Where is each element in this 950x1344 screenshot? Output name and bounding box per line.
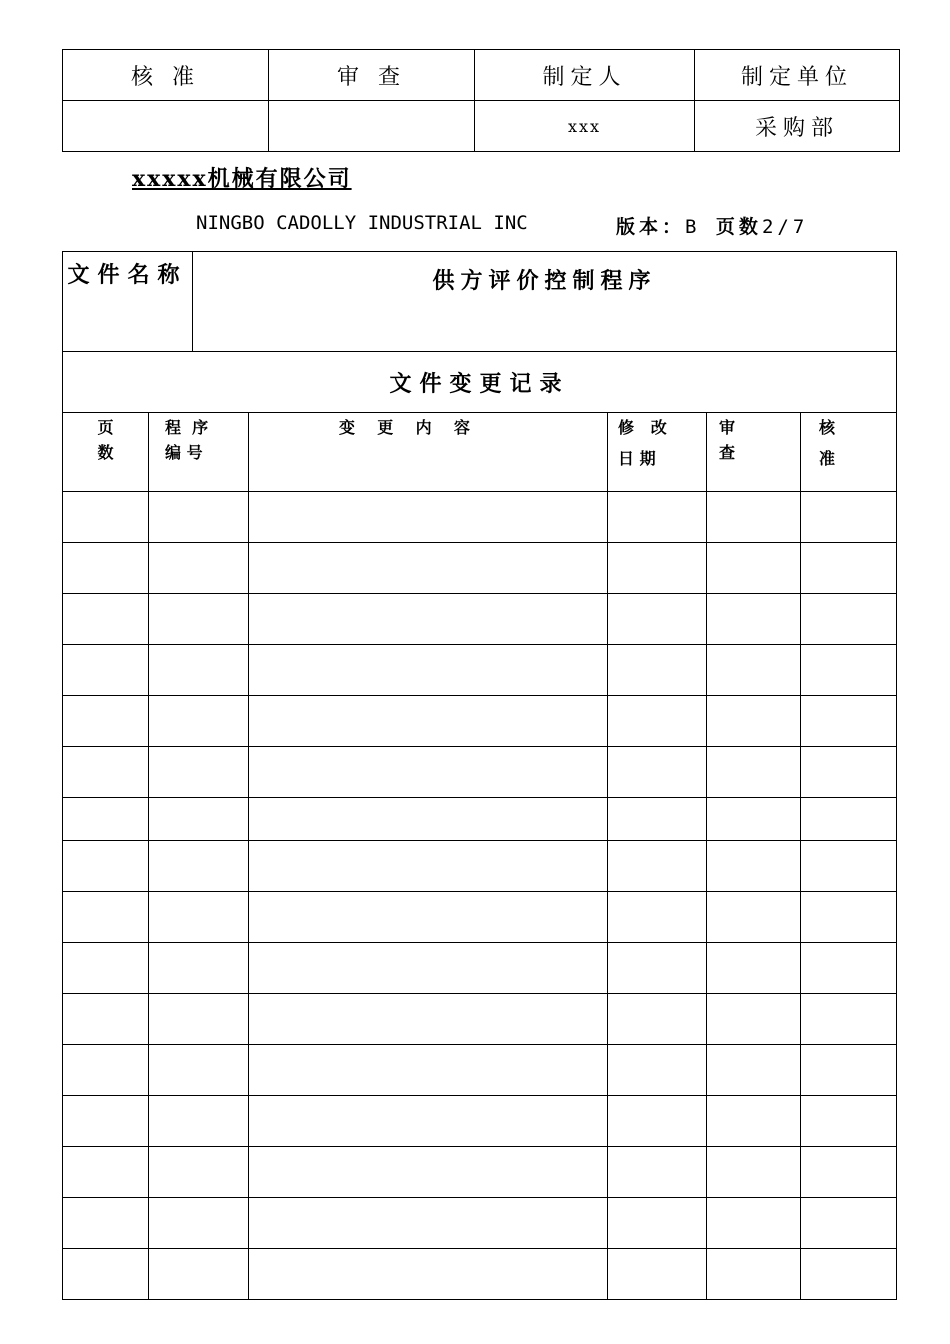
table-cell [149,994,249,1045]
col-header-page-line2: 数 [97,443,114,462]
table-cell [707,1147,801,1198]
change-record-table [62,251,897,1300]
table-cell [63,1045,149,1096]
col-header-approve-line2: 准 [819,449,836,468]
table-row [63,1249,897,1300]
table-cell [801,1045,897,1096]
version-info [616,212,808,239]
table-cell [63,594,149,645]
table-cell [608,1249,707,1300]
col-header-modify-date-line1: 修 改 [618,418,667,437]
table-cell [149,892,249,943]
table-cell [249,1147,608,1198]
document-name: 供方评价控制程序 [193,252,897,352]
table-row [63,1198,897,1249]
table-row [63,1045,897,1096]
table-cell [801,645,897,696]
table-row [63,492,897,543]
col-header-modify-date [608,413,707,492]
table-cell [801,1198,897,1249]
col-header-proc-no-line1: 程 序 [165,418,209,437]
table-cell [801,841,897,892]
table-cell [63,841,149,892]
document-name-label: 文件名称 [63,252,193,352]
table-cell [801,1096,897,1147]
table-row [63,543,897,594]
table-cell [801,943,897,994]
table-cell [149,1147,249,1198]
table-cell [608,543,707,594]
table-cell [249,841,608,892]
table-cell [608,1045,707,1096]
table-cell [149,1198,249,1249]
table-cell [707,892,801,943]
table-cell [63,1096,149,1147]
table-cell [707,543,801,594]
table-cell [707,696,801,747]
col-header-review-line2: 查 [719,443,736,462]
table-cell [707,798,801,841]
col-header-proc-no-line2: 编 号 [165,443,203,462]
col-header-review-line1: 审 [719,418,736,437]
table-cell [249,994,608,1045]
document-subheader [196,212,876,238]
table-cell [707,841,801,892]
table-cell [801,696,897,747]
table-cell [801,994,897,1045]
table-cell [63,747,149,798]
table-row [63,994,897,1045]
table-cell [249,1045,608,1096]
table-cell [149,1096,249,1147]
table-cell [149,645,249,696]
company-english-name: NINGBO CADOLLY INDUSTRIAL INC [196,212,528,234]
table-cell [707,943,801,994]
review-header: 审 查 [269,50,475,101]
table-cell [608,798,707,841]
table-row [63,841,897,892]
table-cell [707,1096,801,1147]
table-cell [707,994,801,1045]
table-cell [149,594,249,645]
table-cell [707,1198,801,1249]
table-row [63,1096,897,1147]
table-cell [63,696,149,747]
col-header-page-line1: 页 [97,418,114,437]
table-row [63,696,897,747]
table-row [63,892,897,943]
table-cell [608,594,707,645]
table-cell [608,1198,707,1249]
table-cell [707,1045,801,1096]
table-cell [608,892,707,943]
table-cell [149,1249,249,1300]
table-cell [801,1147,897,1198]
col-header-approve-line1: 核 [819,418,836,437]
table-cell [707,492,801,543]
author-value: xxx [475,101,695,152]
approve-header: 核 准 [63,50,269,101]
approve-value [63,101,269,152]
table-cell [63,943,149,994]
table-cell [608,1147,707,1198]
table-cell [249,543,608,594]
table-cell [149,841,249,892]
table-cell [149,543,249,594]
col-header-change-content [249,413,608,492]
col-header-change-content-line1: 变 更 内 容 [339,418,470,437]
table-cell [608,1096,707,1147]
col-header-page [63,413,149,492]
table-cell [707,645,801,696]
version-label: 版本： [616,216,686,238]
table-cell [707,747,801,798]
table-cell [63,1249,149,1300]
table-cell [249,594,608,645]
table-cell [801,892,897,943]
table-cell [608,492,707,543]
table-cell [801,594,897,645]
table-cell [63,1147,149,1198]
table-cell [608,943,707,994]
table-cell [249,798,608,841]
table-row [63,747,897,798]
col-header-review [707,413,801,492]
department-value: 采购部 [695,101,900,152]
table-cell [249,1096,608,1147]
table-cell [801,798,897,841]
table-cell [249,492,608,543]
table-cell [707,1249,801,1300]
table-cell [801,492,897,543]
table-cell [608,994,707,1045]
table-cell [149,798,249,841]
table-cell [63,1198,149,1249]
table-cell [608,645,707,696]
table-cell [63,892,149,943]
table-row [63,943,897,994]
col-header-proc-no [149,413,249,492]
table-row [63,1147,897,1198]
review-value [269,101,475,152]
version-value: B [685,216,701,238]
page-value: 2/7 [761,216,809,238]
table-cell [801,543,897,594]
department-header: 制定单位 [695,50,900,101]
table-cell [63,492,149,543]
table-cell [63,994,149,1045]
table-cell [801,1249,897,1300]
change-record-title: 文件变更记录 [63,352,897,413]
table-cell [249,645,608,696]
table-cell [149,747,249,798]
change-record-rows [63,492,897,1300]
company-name: xxxxx机械有限公司 [132,166,352,192]
table-cell [149,696,249,747]
table-cell [249,1198,608,1249]
table-cell [249,943,608,994]
table-cell [249,892,608,943]
page-label: 页数 [715,216,762,238]
table-row [63,798,897,841]
table-cell [249,696,608,747]
table-cell [149,492,249,543]
table-cell [801,747,897,798]
col-header-approve [801,413,897,492]
table-cell [608,696,707,747]
author-header: 制定人 [475,50,695,101]
table-cell [149,1045,249,1096]
table-cell [707,594,801,645]
table-cell [63,645,149,696]
table-cell [149,943,249,994]
table-row [63,645,897,696]
table-cell [249,1249,608,1300]
table-cell [608,747,707,798]
table-cell [608,841,707,892]
table-cell [249,747,608,798]
col-header-modify-date-line2: 日 期 [618,449,656,468]
table-row [63,594,897,645]
table-cell [63,798,149,841]
approval-table [62,49,900,152]
table-cell [63,543,149,594]
